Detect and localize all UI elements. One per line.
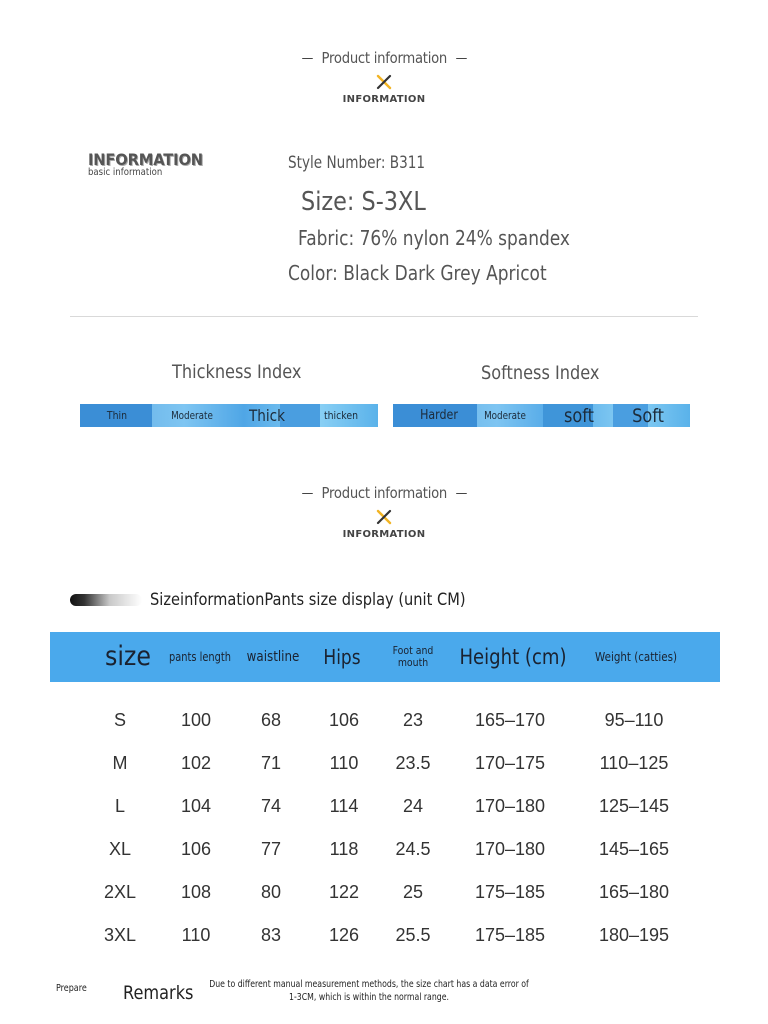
section-header-mid [0,481,768,540]
cell-foot-mouth: 25.5 [395,925,431,945]
cell-size: S [113,710,126,730]
cell-size: 2XL [103,882,137,902]
cell-weight: 145–165 [598,839,670,859]
col-header-pants-length: pants length [168,649,231,664]
cell-weight: 95–110 [604,710,664,730]
softness-level-harder: Harder [420,408,458,423]
title-dash-right [456,58,467,60]
col-header-waistline: waistline [246,648,300,665]
size-info-heading [70,590,517,610]
cell-foot-mouth: 25 [402,882,424,902]
col-header-weight: Weight (catties) [595,649,677,664]
basic-info-badge [88,150,213,178]
section-subtitle: INFORMATION [342,94,426,106]
title-dash-left [302,493,313,495]
cell-waistline: 80 [260,882,282,902]
cell-hips: 126 [328,925,360,945]
table-row [50,828,720,871]
size-heading-text: SizeinformationPants size display (unit CM) [150,590,466,610]
cell-height: 170–180 [474,796,546,816]
softness-level-soft: soft [563,404,595,427]
cell-height: 175–185 [474,882,546,902]
cell-size: XL [108,839,132,859]
cell-hips: 110 [329,753,359,773]
thickness-level-thick: Thick [248,406,286,425]
remarks-prepare-label: Prepare [56,983,87,994]
col-header-foot-mouth: Foot and mouth [392,644,434,669]
badge-title: INFORMATION [88,150,203,169]
softness-level-moderate: Moderate [484,409,526,422]
table-row [50,914,720,957]
cell-hips: 122 [328,882,360,902]
cell-weight: 110–125 [599,753,669,773]
size-range: Size: S-3XL [301,187,426,217]
cell-waistline: 77 [260,839,282,859]
thickness-index-title: Thickness Index [172,361,302,383]
cell-pants-length: 102 [180,753,212,773]
section-header-top [0,46,768,105]
table-row [50,871,720,914]
thickness-level-thin: Thin [106,409,128,422]
cell-pants-length: 100 [180,710,212,730]
cell-pants-length: 104 [180,796,212,816]
cell-size: 3XL [103,925,137,945]
cell-weight: 125–145 [598,796,670,816]
softness-index-title: Softness Index [481,362,600,384]
thickness-index-bar [80,404,378,427]
softness-index-bar [393,404,690,427]
section-divider [70,316,698,317]
cell-height: 170–180 [474,839,546,859]
cell-foot-mouth: 23 [402,710,424,730]
section-title-text: Product information [321,484,447,503]
cell-weight: 165–180 [598,882,670,902]
col-header-height: Height (cm) [459,644,567,669]
cell-foot-mouth: 24 [402,796,424,816]
style-number: Style Number: B311 [288,153,426,173]
section-title [302,49,466,67]
cell-size: L [114,796,125,816]
thickness-level-moderate: Moderate [171,409,213,422]
cell-pants-length: 110 [181,925,211,945]
cell-weight: 180–195 [598,925,670,945]
table-row [50,785,720,828]
section-title [302,484,466,502]
size-table-header [50,632,720,682]
brush-stroke-icon [70,594,142,606]
table-row [50,699,720,742]
cell-height: 170–175 [474,753,546,773]
cell-pants-length: 108 [180,882,212,902]
thickness-level-thicken: thicken [323,409,359,422]
cell-hips: 106 [328,710,360,730]
cell-hips: 118 [329,839,359,859]
section-subtitle: INFORMATION [342,529,426,541]
cell-waistline: 74 [260,796,282,816]
cell-size: M [112,753,128,773]
color-options: Color: Black Dark Grey Apricot [288,261,547,285]
remarks-label: Remarks [123,982,194,1004]
col-header-size: size [104,640,152,672]
fabric-composition: Fabric: 76% nylon 24% spandex [298,226,570,250]
cell-height: 165–170 [474,710,546,730]
cross-icon [375,508,393,526]
softness-level-soft-selected: Soft [632,404,664,427]
cell-foot-mouth: 24.5 [395,839,431,859]
cross-icon [375,73,393,91]
badge-subtitle: basic information [88,167,163,178]
cell-height: 175–185 [474,925,546,945]
cell-waistline: 71 [260,753,282,773]
remarks-text: Due to different manual measurement methods, the size chart has a data error of 1-3CM, which is within the normal range. [209,979,529,1004]
cell-waistline: 68 [260,710,282,730]
col-header-hips: Hips [323,644,361,669]
cell-waistline: 83 [260,925,282,945]
cell-pants-length: 106 [180,839,212,859]
title-dash-right [456,493,467,495]
table-row [50,742,720,785]
section-title-text: Product information [321,49,447,68]
title-dash-left [302,58,313,60]
cell-hips: 114 [329,796,359,816]
cell-foot-mouth: 23.5 [395,753,431,773]
